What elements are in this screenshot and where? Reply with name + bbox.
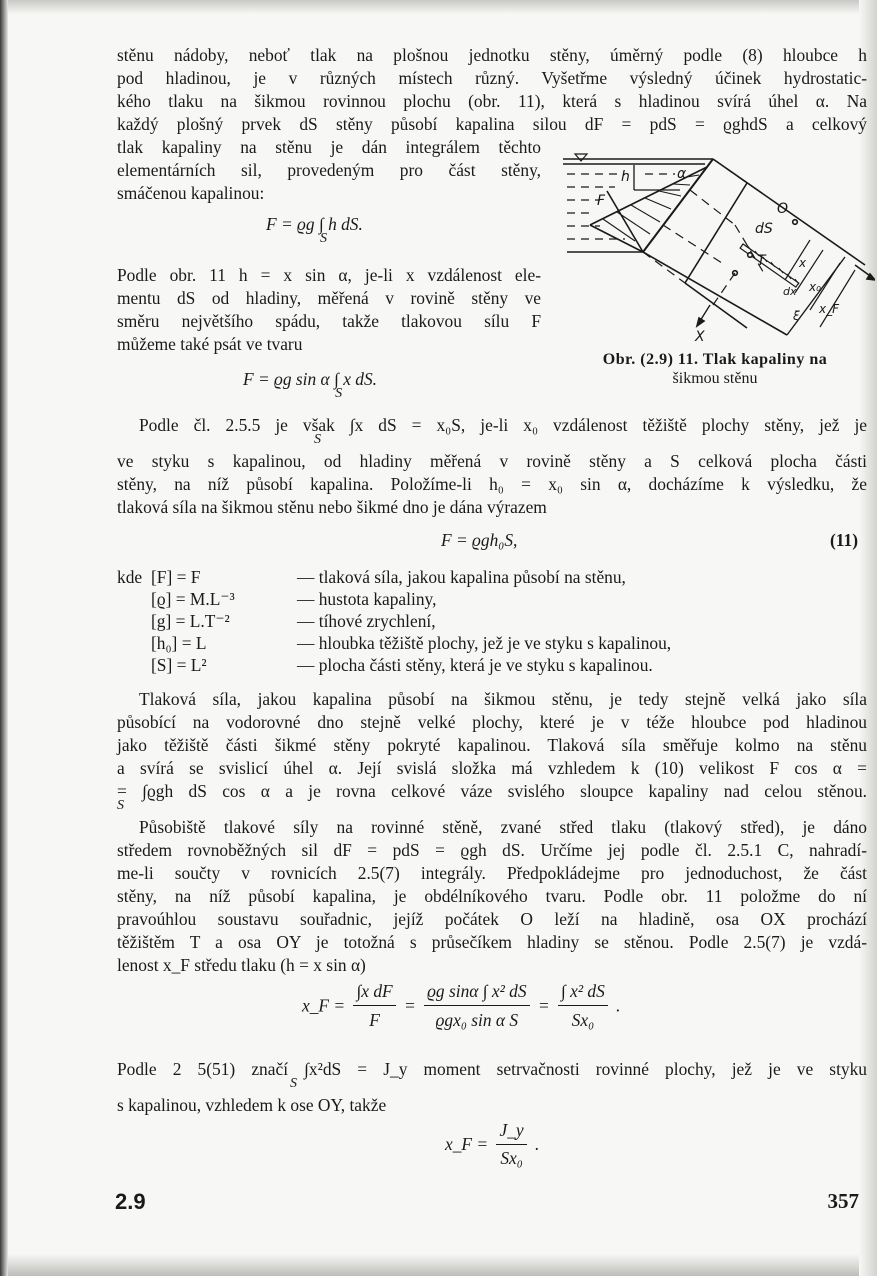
para-line: směru největšího spádu, takže tlakovou sílu F [117, 311, 541, 331]
definition-row [117, 566, 671, 588]
eq-lhs: x_F = [445, 1134, 489, 1154]
intro-line: tlak kapaliny na stěnu je dán integrálem těchto [117, 137, 541, 157]
para-line: Tlaková síla, jakou kapalina působí na šikmou stěnu, je tedy stejně velká jako síla [139, 689, 867, 709]
para-line: Podle čl. 2.5.5 je však ∫x dS = x₀S, je-li x₀ vzdálenost těžiště plochy stěny, jež je [139, 415, 867, 435]
integral-sign [334, 369, 343, 401]
para-line: působící na vodorovné dno stejně velké plochy, které je v téže hloubce pod hladinou [117, 712, 867, 732]
denominator: Sx₀ [571, 1010, 595, 1030]
definition-row [117, 610, 671, 632]
intro-line: pod hladinou, je v různých místech různý. Vyšetřme výsledný účinek hydrostatic- [117, 68, 867, 88]
numerator: ∫ x² dS [558, 980, 608, 1006]
definitions-lead: kde [117, 567, 143, 587]
water-level-triangle-icon [575, 154, 587, 161]
page-number: 357 [827, 1189, 859, 1213]
integral-limit: S [290, 1076, 297, 1091]
definition-text: — hustota kapaliny, [297, 589, 437, 609]
definition-text: — hloubka těžiště plochy, jež je ve styku s kapalinou, [297, 633, 672, 653]
equation-final [445, 1120, 539, 1169]
eq-rhs: x dS. [343, 369, 377, 389]
para-line: tlaková síla na šikmou stěnu nebo šikmé dno je dána výrazem [117, 497, 547, 517]
para-line: lenost x_F středu tlaku (h = x sin α) [117, 955, 366, 975]
label-x: x [799, 256, 807, 270]
caption-line: šikmou stěnu [672, 370, 758, 387]
scan-edge-bottom [0, 1254, 877, 1276]
denominator: F [369, 1010, 380, 1030]
caption-line: Obr. (2.9) 11. Tlak kapaliny na [602, 351, 828, 368]
eq-rhs: h dS. [328, 214, 363, 234]
integral-limit: S [117, 798, 124, 813]
equation-number: (11) [830, 530, 859, 550]
para-line: s kapalinou, vzhledem k ose OY, takže [117, 1095, 387, 1115]
definition-text: — plocha části stěny, která je ve styku s kapalinou. [297, 655, 653, 675]
label-h: h [621, 169, 630, 185]
para-line: mentu dS od hladiny, měřená v rovině stěny ve [117, 288, 541, 308]
definition-symbol: [g] = L.T⁻² [151, 611, 230, 631]
definition-symbol: [S] = L² [151, 655, 207, 675]
fraction [424, 980, 529, 1031]
definition-row [117, 632, 671, 654]
intro-line: elementárních sil, provedeným pro část stěny, [117, 160, 541, 180]
intro-line: stěnu nádoby, neboť tlak na plošnou jednotku stěny, úměrný podle (8) hloubce h [117, 45, 867, 65]
label-alpha: α [677, 166, 687, 182]
para-line: me-li součty v rovnicích 2.5(7) integrály. Předpokládejme pro jednoduchost, že část [117, 863, 867, 883]
denominator: Sx₀ [500, 1148, 523, 1168]
definition-symbol: [ϱ] = M.L⁻³ [151, 589, 235, 609]
label-X: X [695, 329, 705, 345]
dimension-definitions [117, 566, 671, 676]
intro-line: každý plošný prvek dS stěny působí kapalina silou dF = pdS = ϱghdS a celkový [117, 114, 867, 134]
intro-line: kého tlaku na šikmou rovinnou plochu (obr. 11), která s hladinou svírá úhel α. Na [117, 91, 867, 111]
para-line: Působiště tlakové síly na rovinné stěně, zvané střed tlaku (tlakový střed), je dáno [139, 817, 867, 837]
integral-limit: S [319, 231, 327, 246]
label-T: T [757, 253, 766, 269]
integral-glyph: ∫ [318, 214, 324, 234]
label-xi: ξ [793, 309, 800, 323]
inclined-wall-pressure-diagram [555, 145, 875, 345]
para-line: stěny, na níž působí kapalina. Položíme-li h₀ = x₀ sin α, docházíme k výsledku, že [117, 474, 867, 494]
label-dx: dx [783, 285, 797, 298]
label-O: O [777, 201, 789, 217]
eq-lhs: F = ϱg sin α [243, 369, 330, 389]
period: . [616, 995, 621, 1016]
para-line: stěny, na níž působí kapalina, je obdélníkového tvaru. Podle obr. 11 položme do ní [117, 886, 867, 906]
definition-symbol: [h₀] = L [151, 633, 207, 653]
integral-limit: S [335, 386, 343, 401]
scan-edge-left [0, 0, 8, 1276]
label-xF: x_F [819, 302, 840, 316]
equation-11: F = ϱgh₀S, [441, 530, 518, 550]
period: . [534, 1134, 540, 1154]
intro-line: smáčenou kapalinou: [117, 183, 265, 203]
equation-center-of-pressure [302, 980, 621, 1031]
eq-lhs: F = ϱg [266, 214, 315, 234]
equation-force-sin [243, 369, 377, 401]
para-line: těžištěm T a osa OY je totožná s průsečíkem hladiny se stěnou. Podle 2.5(7) je vzdá- [117, 932, 867, 952]
para-line: jako těžiště části šikmé stěny pokryté kapalinou. Tlaková síla směřuje kolmo na stěnu [117, 735, 867, 755]
integral-limit: S [314, 432, 321, 447]
equals-sign: = [404, 995, 416, 1016]
para-line: Podle 2 5(51) značí ∫x²dS = J_y moment setrvačnosti rovinné plochy, jež je ve styku [117, 1059, 867, 1079]
eq-lhs: x_F = [302, 995, 346, 1016]
numerator: J_y [496, 1120, 526, 1145]
label-x0: x₀ [809, 280, 821, 294]
definition-text: — tlaková síla, jakou kapalina působí na stěnu, [297, 567, 626, 587]
definition-row [117, 654, 671, 676]
label-F: F [597, 193, 606, 209]
para-line: můžeme také psát ve tvaru [117, 334, 303, 354]
para-line: středem rovnoběžných sil dF = pdS = ϱgh dS. Určíme jej podle čl. 2.5.1 C, nahradí- [117, 840, 867, 860]
para-line: pravoúhlou soustavu souřadnic, jejíž počátek O leží na hladině, osa OX prochází [117, 909, 867, 929]
para-line: ve styku s kapalinou, od hladiny měřená v rovině stěny a S celková plocha části [117, 451, 867, 471]
fraction [558, 980, 608, 1031]
para-line: Podle obr. 11 h = x sin α, je-li x vzdálenost ele- [117, 265, 541, 285]
numerator: ϱg sinα ∫ x² dS [424, 980, 529, 1006]
fraction [496, 1120, 526, 1169]
denominator: ϱgx₀ sin α S [435, 1010, 519, 1030]
para-line: a svírá se svislicí úhel α. Její svislá složka má vzhledem k (10) velikost F cos α = [117, 758, 867, 778]
scan-edge-top [0, 0, 877, 14]
integral-glyph: ∫ [334, 369, 339, 389]
equation-force-integral [266, 214, 363, 246]
fraction [353, 980, 395, 1031]
numerator: ∫x dF [353, 980, 395, 1006]
label-dS: dS [755, 221, 773, 237]
para-line: = ∫ϱgh dS cos α a je rovna celkové váze svislého sloupce kapaliny nad celou stěnou. [117, 781, 867, 801]
equals-sign: = [537, 995, 550, 1016]
figure-caption [560, 350, 870, 388]
x-axis-arrow-icon [697, 318, 704, 326]
section-number: 2.9 [115, 1189, 146, 1214]
definition-text: — tíhové zrychlení, [297, 611, 436, 631]
definition-symbol: [F] = F [151, 567, 201, 587]
integral-sign [318, 214, 327, 246]
definition-row [117, 588, 671, 610]
